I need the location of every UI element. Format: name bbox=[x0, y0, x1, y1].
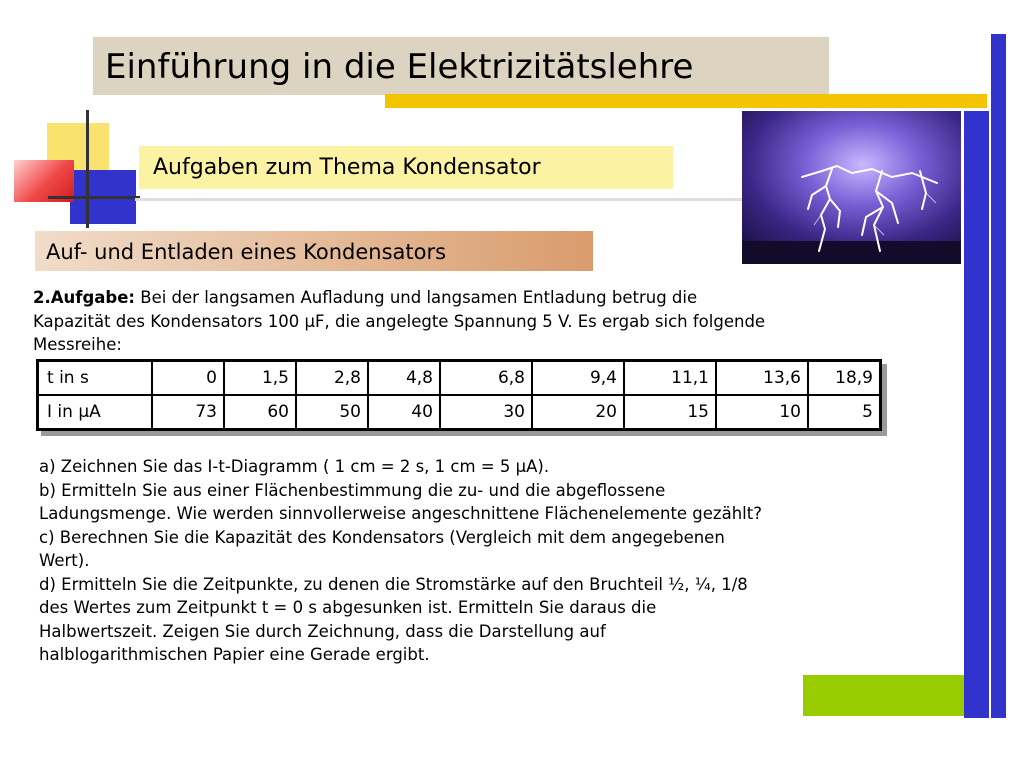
task-line: d) Ermitteln Sie die Zeitpunkte, zu denen die Stromstärke auf den Bruchteil ½, ¼, 1/8 bbox=[39, 574, 748, 594]
table-cell: 2,8 bbox=[296, 361, 368, 396]
table-cell: 60 bbox=[224, 395, 296, 430]
task-line: Wert). bbox=[39, 551, 90, 570]
table-cell: 0 bbox=[152, 361, 224, 396]
page-title: Einführung in die Elektrizitätslehre bbox=[105, 47, 694, 87]
table-cell-label-time: t in s bbox=[38, 361, 153, 396]
task-line: c) Berechnen Sie die Kapazität des Kondensators (Vergleich mit dem angegebenen bbox=[39, 527, 725, 547]
measurement-table bbox=[36, 359, 882, 431]
task-line: Ladungsmenge. Wie werden sinnvollerweise angeschnittene Flächenelemente gezählt? bbox=[39, 504, 762, 523]
task-line: a) Zeichnen Sie das I-t-Diagramm ( 1 cm = 2 s, 1 cm = 5 µA). bbox=[39, 457, 550, 476]
title-underline bbox=[385, 94, 987, 108]
table-cell: 20 bbox=[532, 395, 624, 430]
table-cell: 50 bbox=[296, 395, 368, 430]
table-cell: 40 bbox=[368, 395, 440, 430]
table-cell: 10 bbox=[716, 395, 808, 430]
intro-line-2: Kapazität des Kondensators 100 µF, die angelegte Spannung 5 V. Es ergab sich folgende bbox=[33, 311, 766, 331]
decor-vertical-line bbox=[86, 110, 89, 228]
task-number: 2.Aufgabe: bbox=[33, 288, 135, 307]
task-line: halblogarithmischen Papier eine Gerade ergibt. bbox=[39, 645, 430, 664]
table-cell-label-current: I in µA bbox=[38, 395, 153, 430]
table-cell: 18,9 bbox=[808, 361, 881, 396]
table-cell: 9,4 bbox=[532, 361, 624, 396]
section-heading: Auf- und Entladen eines Kondensators bbox=[46, 240, 447, 264]
decor-right-blue-stripe bbox=[991, 34, 1006, 718]
task-line: des Wertes zum Zeitpunkt t = 0 s abgesunken ist. Ermitteln Sie daraus die bbox=[39, 598, 657, 617]
lightning-photo bbox=[742, 111, 961, 264]
decor-green-block bbox=[803, 675, 964, 716]
table-row-time bbox=[38, 361, 881, 396]
table-cell: 5 bbox=[808, 395, 881, 430]
intro-line-3: Messreihe: bbox=[33, 335, 122, 354]
table-cell: 6,8 bbox=[440, 361, 532, 396]
intro-line-1: Bei der langsamen Aufladung und langsamen Entladung betrug die bbox=[135, 288, 698, 307]
task-line: Halbwertszeit. Zeigen Sie durch Zeichnung, dass die Darstellung auf bbox=[39, 621, 606, 641]
subtitle: Aufgaben zum Thema Kondensator bbox=[153, 155, 541, 180]
table-cell: 15 bbox=[624, 395, 716, 430]
table-cell: 30 bbox=[440, 395, 532, 430]
task-intro bbox=[33, 286, 933, 357]
decor-divider-line bbox=[135, 198, 743, 201]
table-cell: 11,1 bbox=[624, 361, 716, 396]
task-list bbox=[39, 455, 939, 667]
table-row-current bbox=[38, 395, 881, 430]
decor-right-blue-bar bbox=[964, 111, 989, 718]
table-cell: 73 bbox=[152, 395, 224, 430]
table-cell: 13,6 bbox=[716, 361, 808, 396]
table-cell: 1,5 bbox=[224, 361, 296, 396]
task-line: b) Ermitteln Sie aus einer Flächenbestimmung die zu- und die abgeflossene bbox=[39, 480, 666, 500]
table-cell: 4,8 bbox=[368, 361, 440, 396]
decor-horizontal-line bbox=[48, 196, 140, 199]
